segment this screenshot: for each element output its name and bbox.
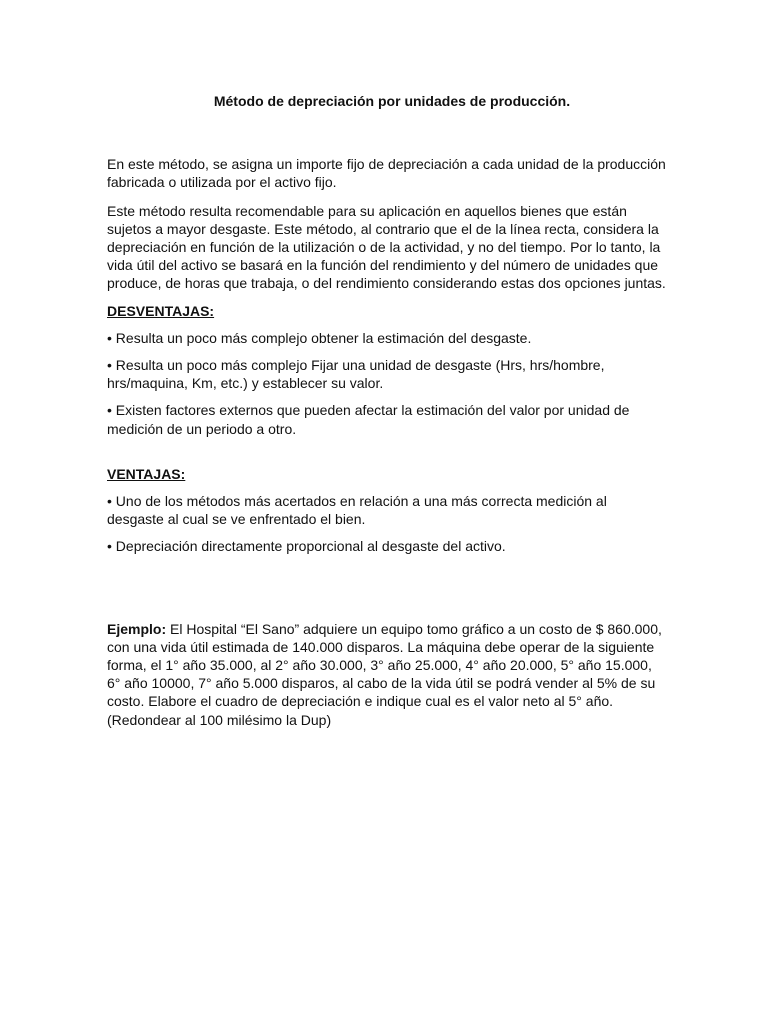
desventajas-heading: DESVENTAJAS:	[107, 302, 215, 319]
desventaja-item: • Existen factores externos que pueden afectar la estimación del valor por unidad de medición de un periodo a otro.	[107, 402, 630, 437]
ventajas-heading: VENTAJAS:	[107, 465, 186, 482]
ejemplo-label: Ejemplo:	[107, 620, 167, 637]
document-title: Método de depreciación por unidades de producción.	[213, 93, 571, 109]
desventaja-item: • Resulta un poco más complejo obtener la estimación del desgaste.	[107, 329, 532, 346]
ventaja-item: • Depreciación directamente proporcional al desgaste del activo.	[107, 538, 506, 555]
ventaja-item: • Uno de los métodos más acertados en relación a una más correcta medición al desgaste al cual se ve enfrentado el bien.	[107, 493, 607, 528]
intro-paragraph: Este método resulta recomendable para su aplicación en aquellos bienes que están sujetos a mayor desgaste. Este método, al contrario que el de la línea recta, considera la depreciación en función de la utilización o de la actividad, y no del tiempo. Por lo tanto, la vida útil del activo se basará en la función del rendimiento y del número de unidades que produce, de horas que trabaja, o del rendimiento considerando estas dos opciones juntas.	[107, 202, 666, 292]
ejemplo-paragraph	[107, 620, 667, 729]
document-body	[107, 92, 667, 729]
intro-paragraph: En este método, se asigna un importe fijo de depreciación a cada unidad de la producción fabricada o utilizada por el activo fijo.	[107, 156, 666, 191]
ejemplo-text: El Hospital “El Sano” adquiere un equipo tomo gráfico a un costo de $ 860.000, con una vida útil estimada de 140.000 disparos. La máquina debe operar de la siguiente forma, el 1° año 35.000, al 2° año 30.000, 3° año 25.000, 4° año 20.000, 5° año 15.000, 6° año 10000, 7° año 5.000 disparos, al cabo de la vida útil se podrá vender al 5% de su costo. Elabore el cuadro de depreciación e indique cual es el valor neto al 5° año. (Redondear al 100 milésimo la Dup)	[107, 620, 662, 728]
desventaja-item: • Resulta un poco más complejo Fijar una unidad de desgaste (Hrs, hrs/hombre, hrs/maquina, Km, etc.) y establecer su valor.	[107, 357, 605, 392]
